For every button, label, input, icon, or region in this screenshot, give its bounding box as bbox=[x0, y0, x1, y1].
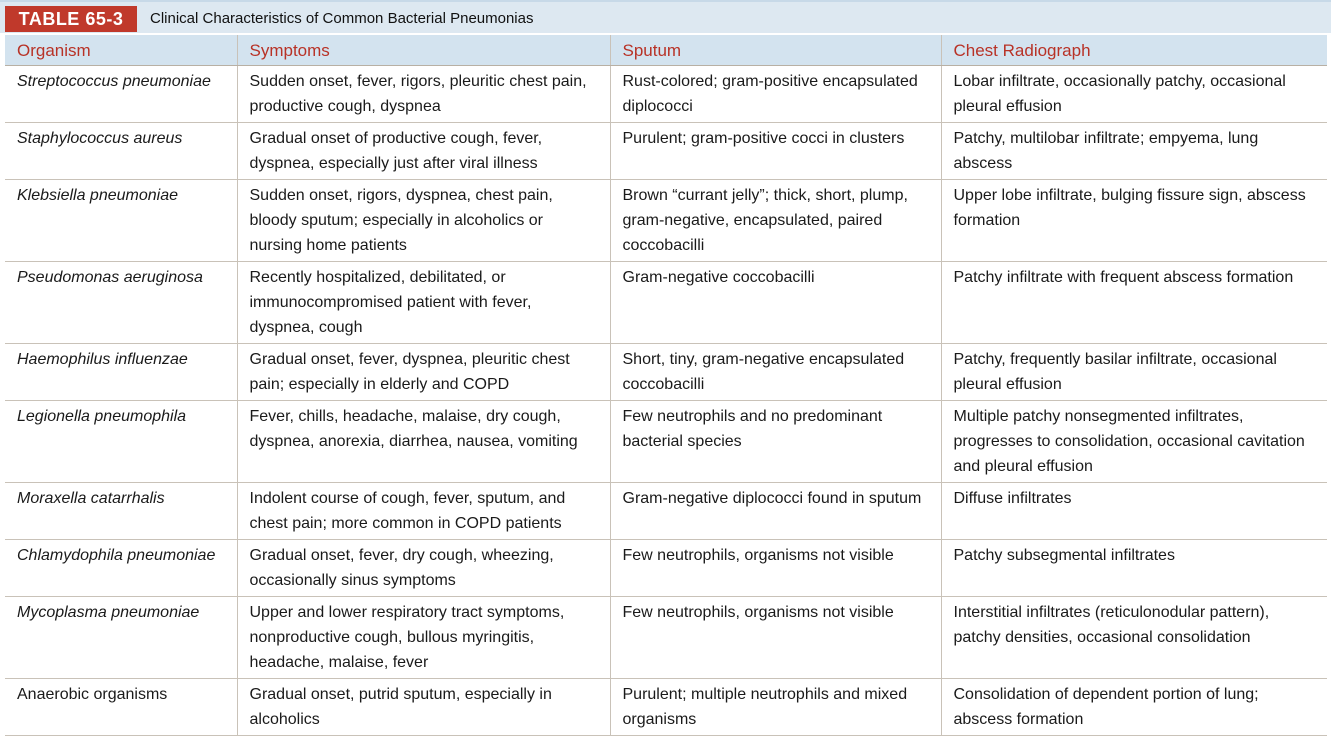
sputum-cell: Short, tiny, gram-negative encapsulated coccobacilli bbox=[610, 344, 941, 401]
sputum-cell: Brown “currant jelly”; thick, short, plump, gram-negative, encapsulated, paired coccobacilli bbox=[610, 180, 941, 262]
symptoms-cell: Gradual onset, fever, dyspnea, pleuritic chest pain; especially in elderly and COPD bbox=[237, 344, 610, 401]
radiograph-cell: Diffuse infiltrates bbox=[941, 483, 1327, 540]
sputum-cell: Gram-negative diplococci found in sputum bbox=[610, 483, 941, 540]
radiograph-cell: Patchy infiltrate with frequent abscess formation bbox=[941, 262, 1327, 344]
sputum-cell: Few neutrophils, organisms not visible bbox=[610, 540, 941, 597]
table-row bbox=[5, 540, 1327, 597]
organism-cell: Moraxella catarrhalis bbox=[5, 483, 237, 540]
table-row bbox=[5, 180, 1327, 262]
radiograph-cell: Multiple patchy nonsegmented infiltrates, progresses to consolidation, occasional cavitation and pleural effusion bbox=[941, 401, 1327, 483]
sputum-cell: Few neutrophils and no predominant bacterial species bbox=[610, 401, 941, 483]
symptoms-cell: Sudden onset, fever, rigors, pleuritic chest pain, productive cough, dyspnea bbox=[237, 66, 610, 123]
column-header-organism: Organism bbox=[5, 35, 237, 66]
sputum-cell: Purulent; gram-positive cocci in clusters bbox=[610, 123, 941, 180]
radiograph-cell: Patchy, multilobar infiltrate; empyema, lung abscess bbox=[941, 123, 1327, 180]
symptoms-cell: Recently hospitalized, debilitated, or immunocompromised patient with fever, dyspnea, cough bbox=[237, 262, 610, 344]
organism-cell: Pseudomonas aeruginosa bbox=[5, 262, 237, 344]
sputum-cell: Purulent; multiple neutrophils and mixed organisms bbox=[610, 679, 941, 736]
organism-cell: Staphylococcus aureus bbox=[5, 123, 237, 180]
table-row bbox=[5, 401, 1327, 483]
organism-cell: Mycoplasma pneumoniae bbox=[5, 597, 237, 679]
symptoms-cell: Upper and lower respiratory tract symptoms, nonproductive cough, bullous myringitis, headache, malaise, fever bbox=[237, 597, 610, 679]
organism-cell: Haemophilus influenzae bbox=[5, 344, 237, 401]
table-row bbox=[5, 262, 1327, 344]
sputum-cell: Gram-negative coccobacilli bbox=[610, 262, 941, 344]
table-header-row bbox=[5, 35, 1327, 66]
table-title-bar bbox=[0, 0, 1331, 33]
organism-cell: Klebsiella pneumoniae bbox=[5, 180, 237, 262]
organism-cell: Chlamydophila pneumoniae bbox=[5, 540, 237, 597]
sputum-cell: Rust-colored; gram-positive encapsulated diplococci bbox=[610, 66, 941, 123]
table-row bbox=[5, 344, 1327, 401]
radiograph-cell: Upper lobe infiltrate, bulging fissure sign, abscess formation bbox=[941, 180, 1327, 262]
symptoms-cell: Fever, chills, headache, malaise, dry cough, dyspnea, anorexia, diarrhea, nausea, vomiting bbox=[237, 401, 610, 483]
organism-cell: Anaerobic organisms bbox=[5, 679, 237, 736]
table-title: Clinical Characteristics of Common Bacterial Pneumonias bbox=[150, 10, 534, 27]
column-header-symptoms: Symptoms bbox=[237, 35, 610, 66]
sputum-cell: Few neutrophils, organisms not visible bbox=[610, 597, 941, 679]
radiograph-cell: Consolidation of dependent portion of lung; abscess formation bbox=[941, 679, 1327, 736]
organism-cell: Streptococcus pneumoniae bbox=[5, 66, 237, 123]
table-row bbox=[5, 66, 1327, 123]
table-number-badge: TABLE 65-3 bbox=[5, 6, 137, 32]
organism-cell: Legionella pneumophila bbox=[5, 401, 237, 483]
symptoms-cell: Gradual onset, putrid sputum, especially in alcoholics bbox=[237, 679, 610, 736]
table-row bbox=[5, 679, 1327, 736]
symptoms-cell: Indolent course of cough, fever, sputum, and chest pain; more common in COPD patients bbox=[237, 483, 610, 540]
column-header-chest-radiograph: Chest Radiograph bbox=[941, 35, 1327, 66]
radiograph-cell: Lobar infiltrate, occasionally patchy, occasional pleural effusion bbox=[941, 66, 1327, 123]
symptoms-cell: Gradual onset of productive cough, fever, dyspnea, especially just after viral illness bbox=[237, 123, 610, 180]
bacterial-pneumonia-table bbox=[5, 35, 1327, 736]
table-row bbox=[5, 597, 1327, 679]
symptoms-cell: Sudden onset, rigors, dyspnea, chest pain, bloody sputum; especially in alcoholics or nursing home patients bbox=[237, 180, 610, 262]
table-row bbox=[5, 483, 1327, 540]
symptoms-cell: Gradual onset, fever, dry cough, wheezing, occasionally sinus symptoms bbox=[237, 540, 610, 597]
radiograph-cell: Interstitial infiltrates (reticulonodular pattern), patchy densities, occasional consolidation bbox=[941, 597, 1327, 679]
column-header-sputum: Sputum bbox=[610, 35, 941, 66]
radiograph-cell: Patchy subsegmental infiltrates bbox=[941, 540, 1327, 597]
table-row bbox=[5, 123, 1327, 180]
radiograph-cell: Patchy, frequently basilar infiltrate, occasional pleural effusion bbox=[941, 344, 1327, 401]
